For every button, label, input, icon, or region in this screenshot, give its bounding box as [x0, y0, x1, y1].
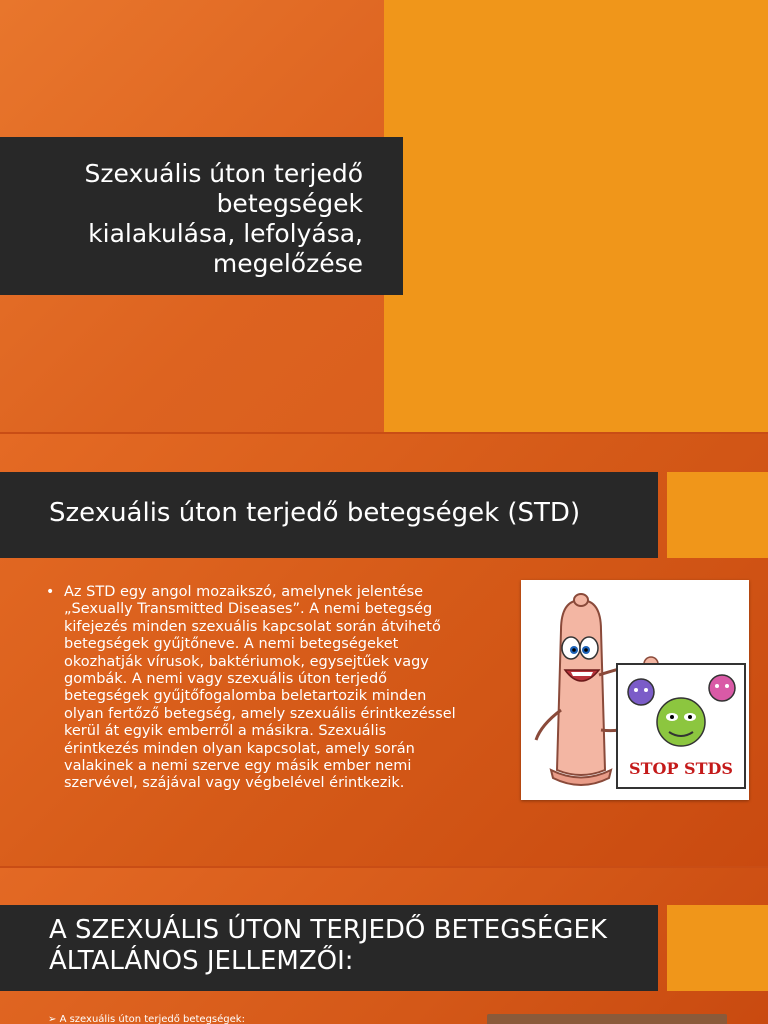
bullet-marker: ➢: [48, 1014, 57, 1024]
slide-title: A SZEXUÁLIS ÚTON TERJEDŐ BETEGSÉGEK ÁLTALÁNOS JELLEMZŐI:: [49, 915, 607, 976]
germ-green-icon: [657, 698, 705, 746]
germ-pink-icon: [709, 675, 735, 701]
accent-panel: [384, 0, 768, 432]
title-box: [0, 137, 403, 295]
bullet-text: Az STD egy angol mozaikszó, amelynek jelentése „Sexually Transmitted Diseases”. A nemi betegség kifejezés minden szexuális kapcsolat során átvihető betegségek gyűjtőneve. A nemi betegségeket okozhatják vírusok, baktériumok, egysejtűek vagy gombák. A nemi vagy szexuális úton terjedő betegségek gyűjtőfogalomba beletartozik minden olyan fertőző betegség, amely szexuális érintkezéssel kerül át egyik emberről a másikra. Szexuális érintkezés minden olyan kapcsolat, amely során valakinek a nemi szerve egy másik ember nemi szervével, szájával vagy végbelével érintkezik.: [64, 584, 456, 792]
sign-text: STOP STDS: [629, 759, 733, 778]
condom-mascot-image: [521, 580, 749, 800]
title-slide: [0, 0, 768, 432]
bullet-text: A szexuális úton terjedő betegségek:: [59, 1014, 245, 1024]
title-box: [0, 905, 658, 991]
slide-title: Szexuális úton terjedő betegségek kialakulása, lefolyása, megelőzése: [84, 159, 363, 278]
partial-image: [487, 1014, 727, 1024]
germ-purple-icon: [628, 679, 654, 705]
std-definition-slide: [0, 434, 768, 866]
bullet-paragraph: [48, 1014, 245, 1024]
bullet-paragraph: [48, 584, 458, 793]
title-box: [0, 472, 658, 558]
stop-stds-illustration: [521, 580, 749, 800]
accent-square: [667, 905, 768, 991]
bullet-marker: •: [46, 584, 55, 600]
slide-title: Szexuális úton terjedő betegségek (STD): [49, 498, 581, 528]
std-characteristics-slide: [0, 868, 768, 1024]
accent-square: [667, 472, 768, 558]
